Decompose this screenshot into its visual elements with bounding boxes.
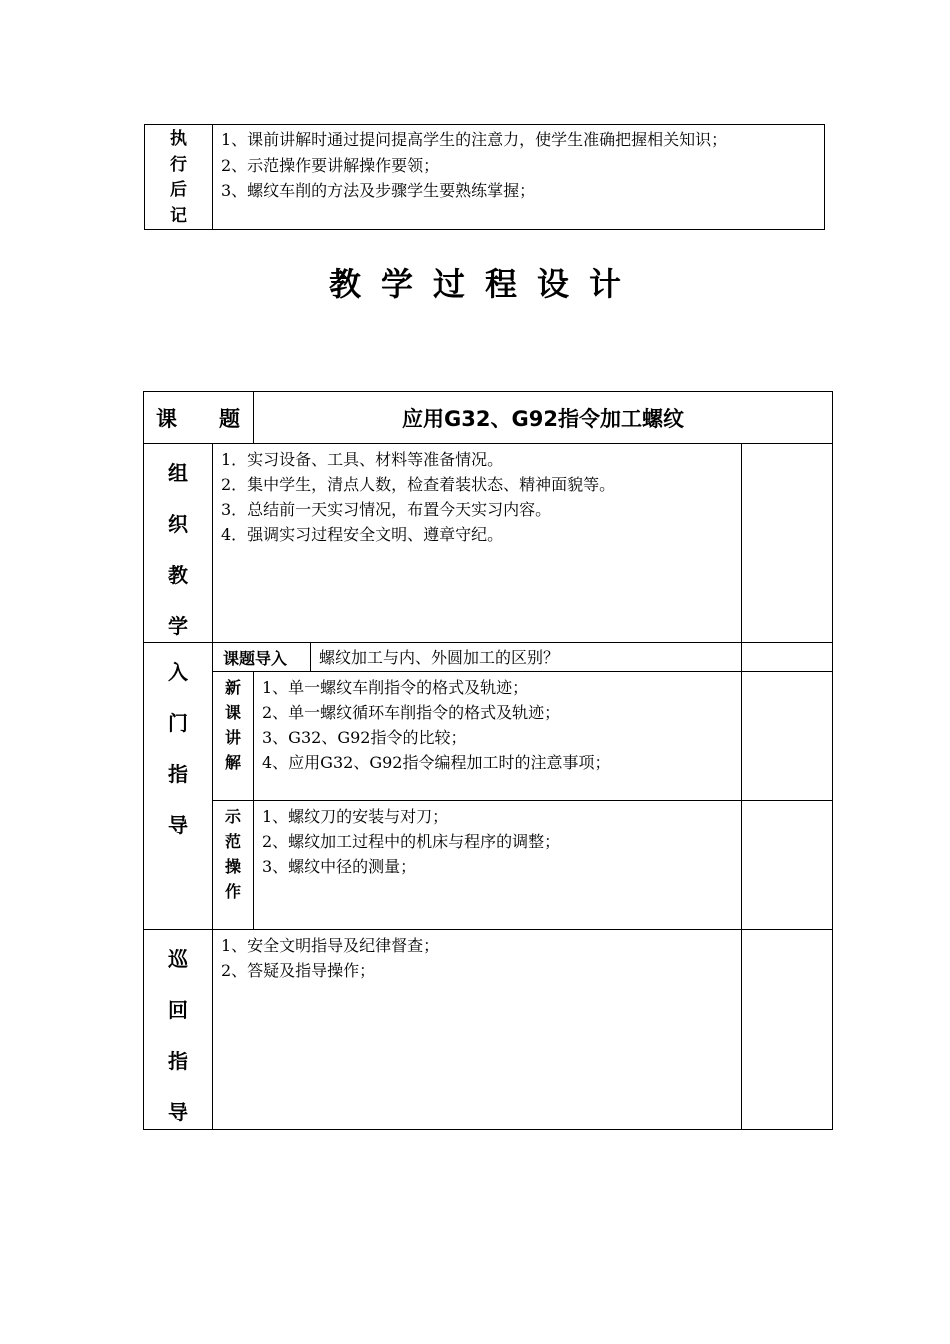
- execution-notes-content: [213, 125, 825, 230]
- topic-value: 应用G32、G92指令加工螺纹: [402, 406, 684, 431]
- organize-line: 2．集中学生，清点人数，检查着装状态、精神面貌等。: [221, 475, 616, 494]
- label-char: 解: [224, 753, 241, 772]
- new-lesson-line: 4、应用G32、G92指令编程加工时的注意事项；: [262, 753, 611, 772]
- new-lesson-line: 3、G32、G92指令的比较；: [262, 728, 467, 747]
- patrol-line: 1、安全文明指导及纪律督查；: [221, 936, 440, 955]
- new-lesson-label: [213, 672, 254, 801]
- page-title: 教学过程设计: [328, 265, 641, 303]
- label-char: 范: [224, 832, 241, 851]
- organize-notes-cell: [742, 444, 833, 643]
- note-line: 2、示范操作要讲解操作要领；: [221, 155, 440, 175]
- organize-line: 3．总结前一天实习情况，布置今天实习内容。: [221, 500, 552, 519]
- label-char: 后: [170, 180, 187, 200]
- patrol-notes-cell: [742, 930, 833, 1130]
- organize-line: 4．强调实习过程安全文明、遵章守纪。: [221, 525, 504, 544]
- patrol-line: 2、答疑及指导操作；: [221, 961, 376, 980]
- label-char: 教: [168, 563, 188, 587]
- lesson-design-table: [143, 391, 833, 1130]
- demo-line: 3、螺纹中径的测量；: [262, 857, 417, 876]
- execution-notes-table: [144, 124, 825, 230]
- new-lesson-notes-cell: [742, 672, 833, 801]
- demo-line: 2、螺纹加工过程中的机床与程序的调整；: [262, 832, 561, 851]
- label-char: 课: [224, 703, 241, 722]
- new-lesson-content: [254, 672, 742, 801]
- topic-label: 课 题: [156, 406, 240, 431]
- label-char: 导: [168, 1100, 188, 1124]
- label-char: 学: [168, 614, 188, 638]
- demo-content: [254, 801, 742, 930]
- label-char: 回: [168, 998, 188, 1022]
- label-char: 入: [168, 660, 188, 684]
- intro-label: [144, 643, 213, 930]
- label-char: 新: [224, 678, 241, 697]
- note-line: 3、螺纹车削的方法及步骤学生要熟练掌握；: [221, 181, 536, 200]
- label-char: 门: [168, 711, 188, 735]
- new-lesson-line: 2、单一螺纹循环车削指令的格式及轨迹；: [262, 703, 561, 722]
- demo-line: 1、螺纹刀的安装与对刀；: [262, 807, 449, 826]
- label-char: 执: [170, 129, 187, 149]
- label-char: 讲: [224, 728, 241, 747]
- label-char: 织: [168, 512, 188, 536]
- topic-label-cell: [144, 392, 254, 444]
- label-char: 指: [168, 1049, 188, 1073]
- execution-notes-label: [145, 125, 213, 230]
- label-char: 记: [170, 205, 187, 226]
- label-char: 组: [168, 461, 188, 485]
- label-char: 操: [224, 857, 241, 876]
- label-char: 导: [168, 813, 188, 837]
- import-label: 课题导入: [213, 643, 311, 672]
- demo-label: [213, 801, 254, 930]
- organize-line: 1．实习设备、工具、材料等准备情况。: [221, 450, 504, 469]
- label-char: 指: [168, 762, 188, 786]
- patrol-content: [213, 930, 742, 1130]
- label-char: 作: [224, 882, 241, 901]
- topic-value-cell: [254, 392, 833, 444]
- new-lesson-line: 1、单一螺纹车削指令的格式及轨迹；: [262, 678, 529, 697]
- patrol-label: [144, 930, 213, 1130]
- label-char: 巡: [168, 947, 188, 971]
- import-notes-cell: [742, 643, 833, 672]
- note-line: 1、课前讲解时通过提问提高学生的注意力，使学生准确把握相关知识；: [221, 130, 728, 149]
- label-char: 示: [224, 807, 241, 826]
- organize-label: [144, 444, 213, 643]
- demo-notes-cell: [742, 801, 833, 930]
- organize-content: [213, 444, 742, 643]
- import-text: 螺纹加工与内、外圆加工的区别？: [311, 643, 742, 672]
- label-char: 行: [170, 154, 187, 175]
